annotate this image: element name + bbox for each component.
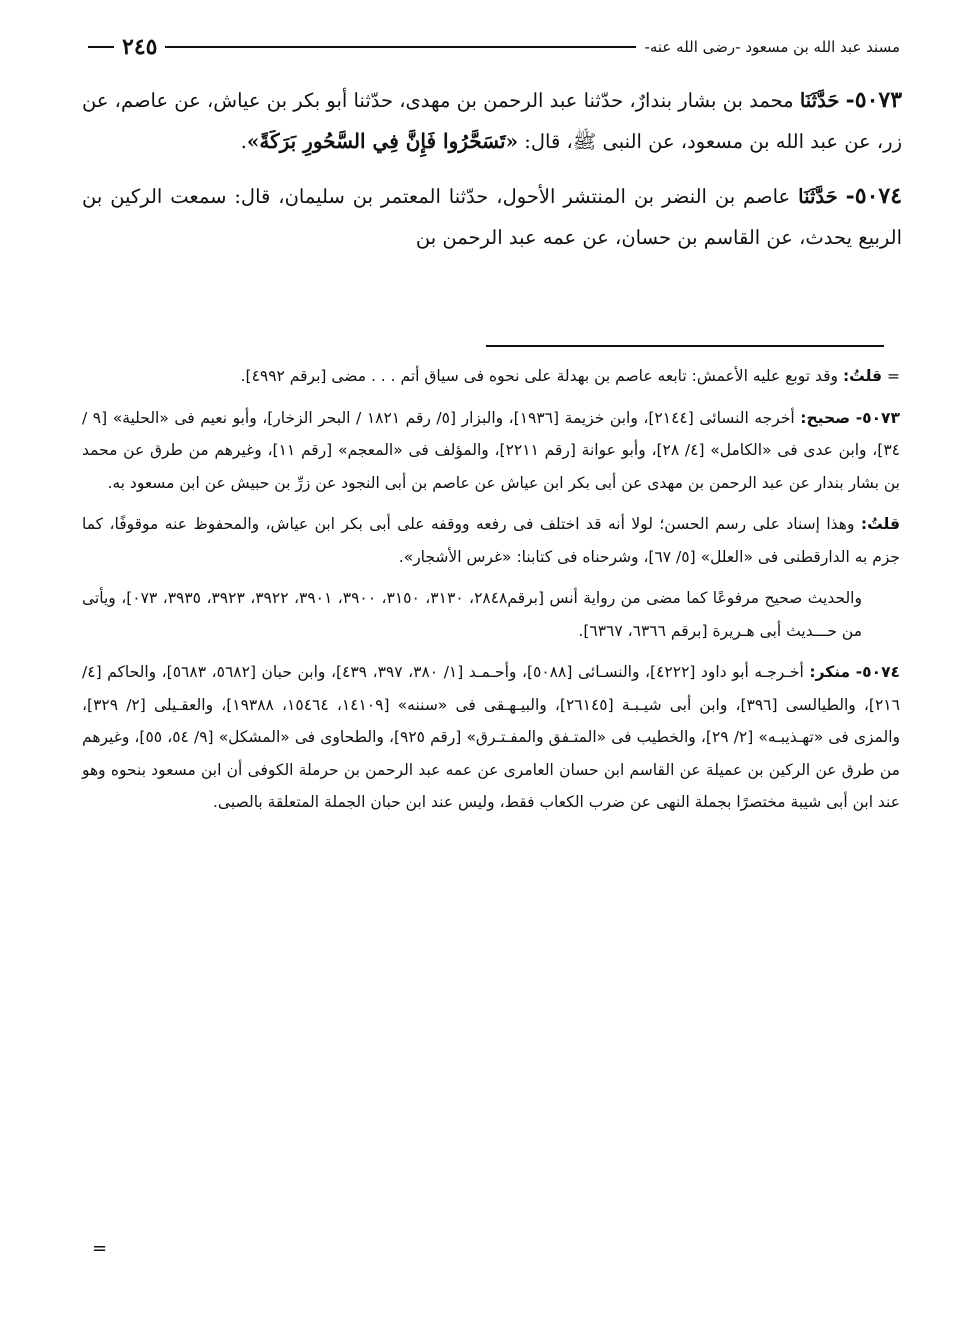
header-title: مسند عبد الله بن مسعود -رضى الله عنه- xyxy=(644,38,900,56)
qultu-label: قلتُ: xyxy=(842,367,883,385)
note-5074 xyxy=(82,656,900,819)
continuation-mark: = xyxy=(887,367,900,385)
running-header xyxy=(88,30,900,64)
footnote-divider xyxy=(486,345,884,347)
hadith-5073 xyxy=(82,80,902,162)
note-text: أخـرجـه أبو داود [٤٢٢٢]، والنسـائى [٥٠٨٨]، وأحـمـد [١/ ٣٨٠، ٣٩٧، ٤٣٩]، وابن حبان [٥٦٨٢، ٥٦٨٣]، والحاكم [٤/ ٢١٦]، والطيالسى [٣٩٦]، وابن أبى شيـبـة [٢٦١٤٥]، والبيـهـقى فى «سننه» [١٤١٠٩، ١٥٤٦٤، ١٩٣٨٨]، والعقـيلى [٢/ ٣٢٩]، والمزى فى «تهـذيبـه» [٢/ ٢٩]، والخطيب فى «المتـفق والمفـتـرق» [رقم ٩٢٥]، والطحاوى فى «المشكل» [٩/ ٥٤، ٥٥]، وغيرهم من طرق عن الركين بن عميلة عن القاسم ابن حسان العامرى عن عمه عبد الرحمن بن حرملة الكوفى أن ابن مسعود بنحوه وهو عند ابن أبى شيبة مختصرًا بجملة النهى عن ضرب الكعاب فقط، وليس عند ابن حبان الجملة المتعلقة بالصبى. xyxy=(82,663,901,811)
hadith-isnad: عاصم بن النضر بن المنتشر الأحول، حدّثنا المعتمر بن سليمان، قال: سمعت الركين بن الربيع يحدث، عن القاسم بن حسان، عن عمه عبد الرحمن بن xyxy=(82,185,902,249)
hadith-number: ٥٠٧٤- xyxy=(845,183,903,209)
hadathana-word: حَدَّثَنَا xyxy=(798,185,838,208)
page-number: ٢٤٥ xyxy=(122,34,158,60)
note-number: ٥٠٧٣- xyxy=(855,408,900,427)
qultu-label: قلتُ: xyxy=(860,515,900,533)
hadith-isnad: محمد بن بشار بندارٌ، حدّثنا عبد الرحمن بن مهدى، حدّثنا أبو بكر بن عياش، عن عاصم، عن زر، عن عبد الله بن مسعود، عن النبى ﷺ، قال: xyxy=(82,89,902,153)
hadith-5074 xyxy=(82,176,902,258)
note-number: ٥٠٧٤- xyxy=(855,663,901,681)
continues-mark: = xyxy=(92,1238,108,1259)
note-5073-marfu xyxy=(82,582,900,647)
note-text: وهذا إسناد على رسم الحسن؛ لولا أنه قد اختلف فى رفعه ووقفه على أبى بكر ابن عياش، والمحفوظ عنه موقوفًا، كما جزم به الدارقطنى فى «العلل» [٥/ ٦٧]، وشرحناه فى كتابنا: «غرس الأشجار». xyxy=(82,515,900,566)
hadith-matn: «تَسَحَّرُوا فَإِنَّ فِي السَّحُورِ بَرَكَةً» xyxy=(246,129,519,153)
note-text: وقد توبع عليه الأعمش: تابعه عاصم بن بهدلة على نحوه فى سياق أتم . . . مضى [برقم ٤٩٩٢]. xyxy=(240,367,839,385)
grade-label: منكر: xyxy=(809,663,851,681)
hadith-text xyxy=(82,80,902,258)
hadith-number: ٥٠٧٣- xyxy=(845,87,903,113)
hadathana-word: حَدَّثَنَا xyxy=(799,89,840,112)
note-5073 xyxy=(82,402,900,500)
note-text: أخرجه النسائى [٢١٤٤]، وابن خزيمة [١٩٣٦]، والبزار [٥/ رقم ١٨٢١ / البحر الزخار]، وأبو نعيم فى «الحلية» [٩ / ٣٤]، وابن عدى فى «الكامل» [٤/ ٢٨]، وأبو عوانة [رقم ٢٢١١]، والمؤلف فى «المعجم» [رقم ١١]، وغيرهم من طرق عن محمد بن بشار بندار عن عبد الرحمن بن مهدى عن أبى بكر ابن عياش عن عاصم بن أبى النجود عن زرِّ بن حبيش عن ابن مسعود به. xyxy=(82,408,900,492)
note-5073-qultu xyxy=(82,508,900,573)
footnotes xyxy=(82,360,900,819)
header-dash xyxy=(88,46,114,48)
hadith-end: . xyxy=(240,130,247,153)
note-continuation xyxy=(82,360,900,393)
header-rule xyxy=(165,46,636,48)
grade-label: صحيح: xyxy=(800,408,851,427)
note-text: والحديث صحيح مرفوعًا كما مضى من رواية أنس [برقم٢٨٤٨، ٣١٣٠، ٣١٥٠، ٣٩٠٠، ٣٩٠١، ٣٩٢٢، ٣٩٢٣، ٣٩٣٥، ٠٧٣]، ويأتى من حـــديث أبى هـريرة [برقم ٦٣٦٦، ٦٣٦٧]. xyxy=(82,589,862,640)
